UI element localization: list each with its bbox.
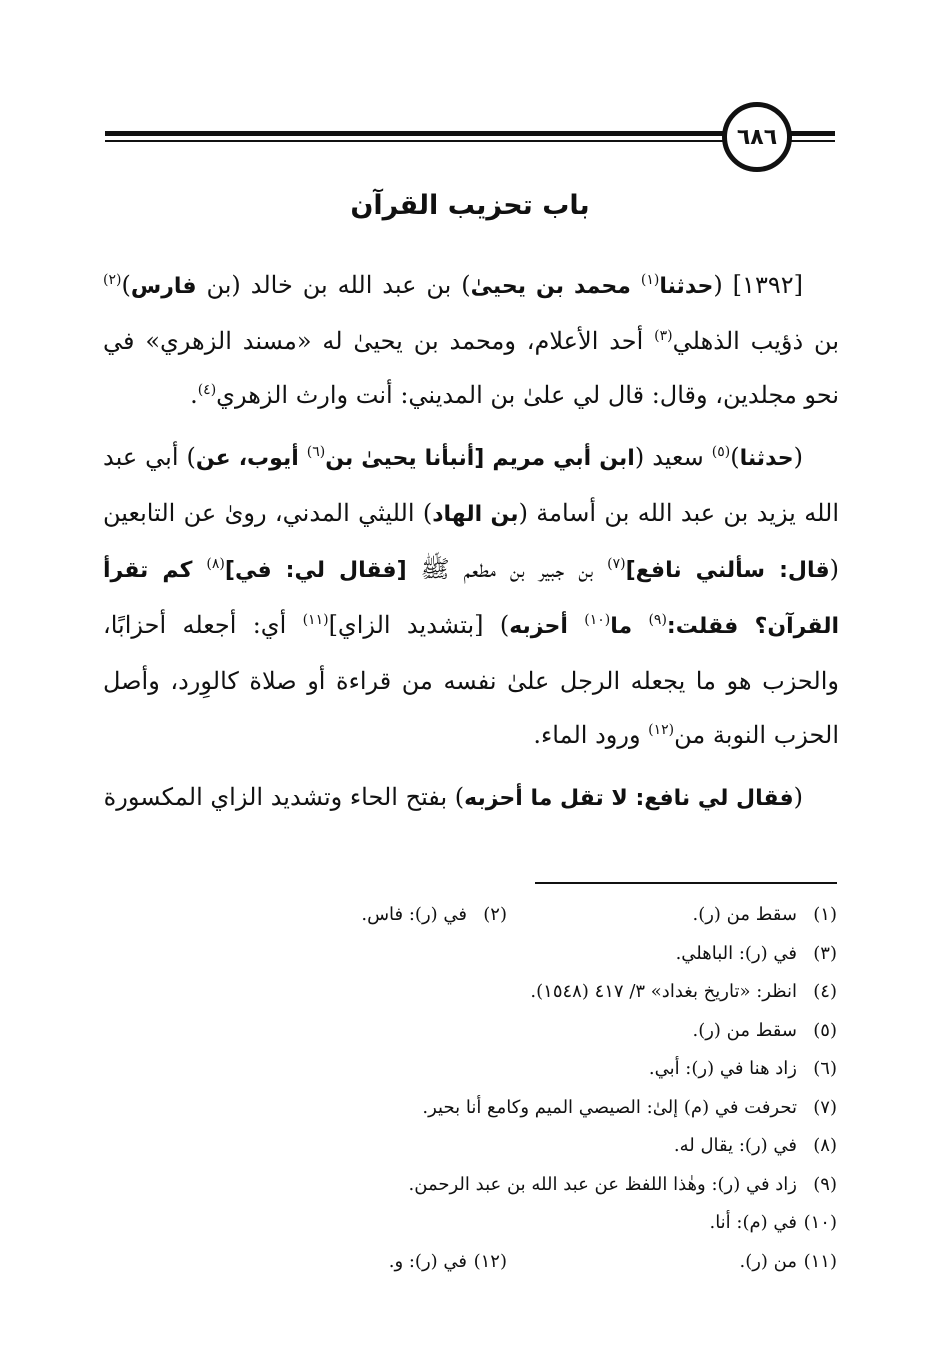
commentary-text: سعيد (	[634, 443, 712, 471]
footnote-number: (٣)	[813, 942, 837, 964]
footnote-number: (٢)	[483, 904, 507, 925]
hadith-text: بن الهاد	[432, 502, 519, 527]
commentary-text: ) الليثي المدني، روىٰ عن التابعين (	[103, 499, 839, 583]
footnote-row	[105, 1012, 837, 1051]
hadith-text: فارس	[130, 274, 197, 299]
main-text	[103, 258, 839, 834]
commentary-text: (	[793, 443, 804, 471]
hadith-text: أحزبه	[509, 614, 568, 639]
commentary-text: أي: أجعله أحزابًا، والحزب هو ما يجعله الرجل علىٰ نفسه من قراءة أو صلاة كالوِرد، وأصل الحزب النوبة من	[103, 611, 839, 749]
commentary-text: بن جبير بن مطعم ﷺ	[406, 555, 608, 583]
footnote-ref: (٤)	[197, 382, 217, 398]
paragraph	[103, 258, 839, 422]
hadith-text: محمد بن يحيىٰ	[470, 274, 631, 299]
header-rule-right-thin	[790, 140, 835, 142]
footnote-separator	[535, 882, 837, 884]
footnote-ref: (٦)	[306, 444, 326, 460]
commentary-text: ) أبي عبد الله يزيد بن عبد الله بن أسامة (	[103, 443, 839, 527]
footnote-row	[105, 973, 837, 1012]
footnote-row	[105, 1089, 837, 1128]
commentary-text: ) بن عبد الله بن خالد (بن	[196, 271, 471, 299]
footnote-text: زاد في (ر): وهٰذا اللفظ عن عبد الله بن عبد الرحمن.	[408, 1173, 797, 1195]
hadith-text: فقال لي نافع: لا تقل ما أحزبه	[464, 786, 794, 811]
footnote-number: (٩)	[813, 1173, 837, 1195]
header-rule-thin	[105, 140, 725, 142]
footnote	[674, 1127, 837, 1166]
commentary-text: (	[793, 783, 803, 811]
footnote-ref: (٧)	[607, 556, 626, 572]
commentary-text	[568, 611, 584, 639]
footnote-ref: (١)	[640, 272, 660, 288]
footnotes	[105, 896, 837, 1281]
footnote-number: (١٠)	[803, 1212, 837, 1233]
footnote	[507, 896, 837, 935]
commentary-text	[631, 271, 641, 299]
hadith-text: أيوب، عن	[195, 446, 299, 471]
footnote-text: تحرفت في (م) إلىٰ: الصيصي الميم وكامع أنا بحير.	[422, 1096, 797, 1118]
footnote-row	[105, 1127, 837, 1166]
footnote-text: سقط من (ر).	[692, 1019, 797, 1041]
chapter-title: باب تحزيب القرآن	[350, 190, 590, 221]
footnote-ref: (١٠)	[584, 612, 611, 628]
footnote-number: (٧)	[813, 1096, 837, 1118]
footnote-number: (١)	[813, 904, 837, 925]
footnote-text: سقط من (ر).	[692, 904, 797, 925]
hadith-text: كم تقرأ القرآن؟ فقلت:	[103, 558, 839, 639]
footnote-row	[105, 935, 837, 974]
footnote	[507, 1243, 837, 1282]
footnote-row	[105, 896, 837, 935]
footnote-text: في (ر): فاس.	[361, 904, 467, 925]
footnote-number: (٥)	[813, 1019, 837, 1041]
footnote-number: (٨)	[813, 1135, 837, 1156]
footnote-ref: (٩)	[648, 612, 667, 628]
hadith-text: [فقال لي: في]	[224, 558, 407, 583]
footnote-number: (٦)	[813, 1058, 837, 1079]
footnote	[422, 1089, 837, 1128]
footnote-ref: (٥)	[711, 444, 731, 460]
commentary-text: )	[121, 271, 131, 299]
footnote-text: في (ر): الباهلي.	[675, 942, 797, 964]
paragraph	[103, 430, 839, 762]
commentary-text: ) بفتح الحاء وتشديد الزاي المكسورة	[103, 783, 465, 811]
commentary-text	[632, 611, 648, 639]
footnote	[409, 1166, 837, 1205]
footnote-ref: (٨)	[206, 556, 225, 572]
commentary-text: أحد الأعلام، ومحمد بن يحيىٰ له «مسند الزهري» في نحو مجلدين، وقال: قال لي علىٰ بن المديني: أنت وارث الزهري	[103, 327, 839, 409]
footnote-ref: (٢)	[103, 272, 122, 288]
page-header	[0, 0, 943, 180]
header-rule-right	[790, 131, 835, 136]
footnote	[649, 1050, 837, 1089]
footnote-ref: (١١)	[302, 612, 329, 628]
commentary-text: [١٣٩٢] (	[713, 271, 803, 299]
footnote-ref: (١٢)	[648, 722, 675, 738]
commentary-text: ) [بتشديد الزاي]	[328, 611, 510, 639]
footnote-row	[105, 1050, 837, 1089]
footnote-ref: (٣)	[654, 328, 673, 344]
commentary-text: .	[190, 381, 198, 409]
footnote-number: (٤)	[813, 981, 837, 1002]
hadith-text: حدثنا	[739, 446, 794, 471]
commentary-text: ورود الماء.	[533, 721, 649, 749]
hadith-text: قال: سألني نافع]	[625, 558, 830, 583]
paragraph	[103, 770, 839, 826]
footnote-number: (١٢)	[473, 1250, 507, 1272]
footnote	[676, 935, 837, 974]
commentary-text	[192, 555, 206, 583]
footnote-text: في (ر): يقال له.	[673, 1135, 797, 1156]
hadith-text: ابن أبي مريم [أنبأنا يحيىٰ بن	[325, 446, 635, 471]
footnote-text: انظر: «تاريخ بغداد» ٣/ ٤١٧ (١٥٤٨).	[530, 981, 797, 1002]
hadith-text: ما	[610, 614, 633, 639]
footnote-row	[105, 1166, 837, 1205]
commentary-text	[299, 443, 307, 471]
footnote	[709, 1204, 837, 1243]
header-rule	[105, 131, 725, 136]
footnote	[692, 1012, 837, 1051]
footnote-text: في (ر): و.	[388, 1250, 467, 1272]
hadith-text: حدثنا	[659, 274, 714, 299]
footnote-row	[105, 1243, 837, 1282]
page-number: ٦٨٦	[722, 102, 792, 172]
commentary-text: )	[730, 443, 740, 471]
footnote-text: زاد هنا في (ر): أبي.	[648, 1058, 797, 1079]
footnote	[389, 1243, 507, 1282]
footnote-text: في (م): أنا.	[709, 1212, 797, 1233]
footnote	[530, 973, 837, 1012]
commentary-text: بن ذؤيب الذهلي	[672, 327, 839, 355]
footnote-text: من (ر).	[739, 1250, 797, 1272]
footnote	[361, 896, 507, 935]
footnote-row	[105, 1204, 837, 1243]
footnote-number: (١١)	[803, 1250, 837, 1272]
